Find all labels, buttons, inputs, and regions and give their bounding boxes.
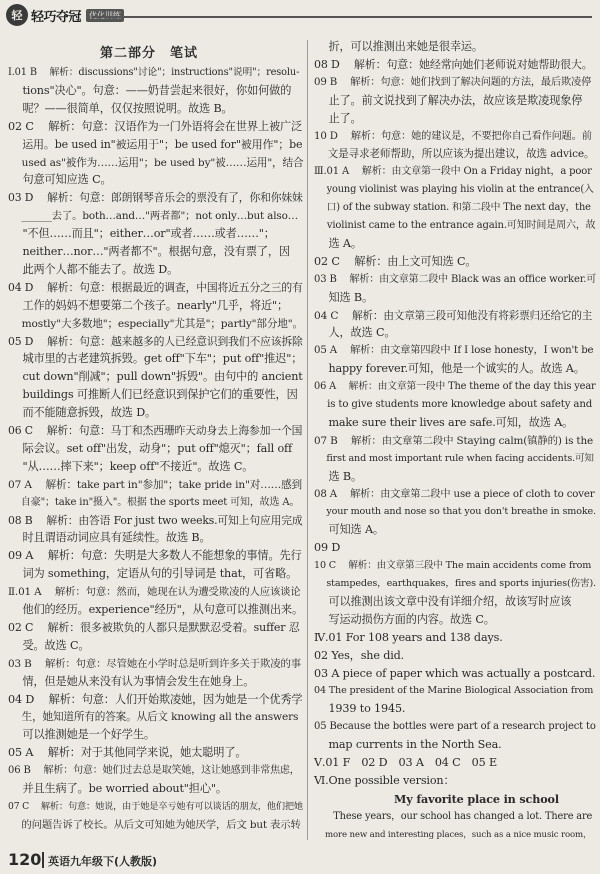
answer-line: 写运动损伤方面的内容。故选 C。 [314,612,495,626]
answer-line: 02 Yes，she did. [314,648,405,662]
book-title: 英语九年级下(人教版) [48,855,158,868]
logo-text: 轻巧夺冠 [31,9,82,25]
answer-line: mostly"大多数地"；especially"尤其是"；partly"部分地"。 [8,317,303,330]
page-number: 120 [8,850,42,869]
answer-line: 07 B 解析：由文章第二段中 Staying calm(镇静的) is the [314,434,593,447]
page-header [0,0,600,30]
answer-line: 04 D 解析：句意：根据最近的调查，中国将近五分之三的有 [8,280,303,294]
answer-line: young violinist was playing his violin at the entrance(入 [314,184,594,196]
answer-line: 生，她知道所有的答案。从后文 knowing all the answers [8,711,299,724]
answer-line: 情，但是她从来没有认为事情会发生在她身上。 [8,674,255,688]
section-title: 第二部分 笔试 [100,46,199,61]
answer-line: 城市里的古老建筑拆毁。get off"下车"；put off"推迟"； [8,352,303,366]
answer-line: first and most important rule when facing accidents.可知 [314,452,594,464]
answer-line: 句意可知应选 C。 [8,173,112,187]
header-rule [92,16,592,18]
answer-line: 07 C 解析：句意：她说，由于她是卒亏她有可以谈话的朋友，他们把她 [8,800,303,812]
logo-subtitle: 优化训练 [86,9,124,22]
answer-line: 运用。be used in"被运用于"；be used for"被用作"；be [8,137,303,151]
answer-line: 02 C 解析：句意：汉语作为一门外语将会在世界上被广泛 [8,119,303,133]
answer-line: is to give students more knowledge about safety and [314,399,593,410]
answer-line: 06 B 解析：句意：她们过去总是取笑她，这让她感到非常焦虑， [8,765,300,777]
answer-line: 的问题告诉了校长。从后文可知她为她厌学，后文 but 表示转 [8,818,301,831]
brand-logo [6,4,124,26]
answer-line: 05 A 解析：由文章第四段中 If I lose honesty，I won't be [314,345,594,357]
answer-line: 可以推测出该文章中没有详细介绍，故该写时应该 [314,594,572,608]
answer-line: "从……摔下来"；keep off"不接近"。故选 C。 [8,459,254,473]
answer-line: 09 B 解析：句意：她们找到了解决问题的方法，最后欺凌停 [314,76,592,88]
answer-line: 此两个人都不能去了。故选 D。 [8,262,179,276]
answer-line: happy forever.可知，他是一个诚实的人。故选 A。 [314,362,585,376]
answer-line: 词为 something，定语从句的引导词是 that，可省略。 [8,567,298,581]
answer-line: 呢？——很简单，仅仅按照说明。故选 B。 [8,101,233,115]
answer-line: 际会议。set off"出发，动身"；put off"熄灭"；fall off [8,441,293,455]
footer-separator [42,852,44,868]
answer-line: 03 A piece of paper which was actually a postcard. [314,666,596,680]
answer-line: 口) of the subway station. 和第二段中 The next day，the [314,202,591,214]
answer-line: 可以推测她是一个好学生。 [8,728,155,742]
answer-line: 他们的经历。experience"经历"，从句意可以推测出来。 [8,603,303,616]
answer-line: "不但……而且"；either…or"或者……或者……"； [8,227,275,241]
answer-line: 06 C 解析：句意：马丁和杰西珊昨天动身去上海参加一个国 [8,424,303,437]
answer-line: 折，可以推测出来她是很幸运。 [314,40,483,53]
answer-line: 04 The president of the Marine Biological Association from [314,685,594,697]
answer-line: violinist came to the entrance again.可知时间是周六，故 [314,220,596,231]
essay-title: My favorite place in school [394,791,559,806]
answer-line: 02 C 解析：由上文可知选 C。 [314,254,477,268]
answer-line: used as"被作为……运用"；be used by"被……运用"，结合 [8,156,304,169]
answer-line: your mouth and nose so that you don't breathe in smoke. [314,506,596,518]
answer-line: 选 A。 [314,236,362,250]
answer-line: cut down"削减"；pull down"拆毁"。由句中的 ancient [8,370,303,384]
answer-line: 知选 B。 [314,290,374,304]
answer-line: make sure their lives are safe.可知，故选 A。 [314,415,574,429]
answer-line: 04 C 解析：由文章第三段可知他没有将彩票归还给它的主 [314,309,593,322]
answer-line: 人，故选 C。 [314,326,396,340]
answer-line: Ⅲ.01 A 解析：由文章第一段中 On a Friday night，a poor [314,166,592,178]
answer-line: 05 D 解析：句意：越来越多的人已经意识到我们不应该拆除 [8,334,303,348]
answer-line: 10 C 解析：由文章第三段中 The main accidents come from [314,560,592,572]
answer-line: neither…nor…"两者都不"。根据句意，没有票了，因 [8,245,290,258]
answer-line: 05 Because the bottles were part of a research project to [314,721,596,733]
answer-line: 09 D [314,541,341,555]
logo-badge-icon: 轻 [6,4,28,26]
answer-line: Ⅵ.One possible version： [314,773,455,787]
answer-line: tions"决心"。句意：——奶昔尝起来很好，你如何做的 [8,83,292,97]
answer-line: 文是寻求老师帮助，所以应该为提出建议，故选 advice。 [314,148,595,161]
answer-line: 时且谓语动词应具有延续性。故选 B。 [8,531,211,545]
answer-line: 止了。 [314,111,362,125]
answer-line: Ⅰ.01 B 解析：discussions"讨论"；instructions"说明"；resolu- [8,67,300,78]
answer-line: Ⅴ.01 F 02 D 03 A 04 C 05 E [314,756,497,769]
answer-line: 并且生病了。be worried about"担心"。 [8,782,227,795]
page-footer [0,846,600,874]
answer-line: 08 A 解析：由文章第二段中 use a piece of cloth to cover [314,488,595,500]
answer-line: stampedes，earthquakes，fires and sports injuries(伤害). [314,578,596,589]
answer-line: 09 A 解析：句意：失明是大多数人不能想象的事情。先行 [8,549,302,563]
answer-line: 选 B。 [314,469,362,483]
answer-line: buildings 可推断人们已经意识到保护它们的重要性，因 [8,388,298,402]
answer-line: 工作的妈妈不想要第二个孩子。nearly"几乎，将近"； [8,298,289,312]
answer-line: 自豪"；take in"摄入"。根据 the sports meet 可知，故选 A。 [8,496,300,508]
answer-line: 10 D 解析：句意：她的建议是，不要把你自己看作问题。前 [314,130,592,142]
answer-line: 03 B 解析：由文章第二段中 Black was an office worker.可 [314,273,597,285]
answer-line: 止了。前文说找到了解决办法，故应该是欺凌现象停 [314,93,583,107]
answer-line: 06 A 解析：由文章第一段中 The theme of the day this year [314,381,596,393]
answer-line: 1939 to 1945. [314,702,406,716]
answer-line: 04 D 解析：句意：人们开始欺凌她，因为她是一个优秀学 [8,692,303,706]
answer-line: map currents in the North Sea. [314,738,502,752]
answer-line: 05 A 解析：对于其他同学来说，她太聪明了。 [8,746,247,760]
answer-line: 受。故选 C。 [8,638,90,652]
answer-line: 可知选 A。 [314,523,384,537]
answer-line: 03 B 解析：句意：尽管她在小学时总是听到许多关于欺凌的事 [8,657,301,670]
answer-line: 02 C 解析：很多被欺负的人都只是默默忍受着。suffer 忍 [8,620,300,634]
answer-line: 08 B 解析：由答语 For just two weeks.可知上句应用完成 [8,513,303,527]
answer-line: These years，our school has changed a lot. There are [314,810,593,822]
answer-line: 03 D 解析：句意：郎朗钢琴音乐会的票没有了，你和你妹妹 [8,191,303,205]
answer-line: 08 D 解析：句意：她经常向她们老师说对她帮助很大。 [314,57,593,71]
answer-line: ______去了。both…and…"两者都"；not only…but also… [8,210,298,223]
answer-line: 07 A 解析：take part in"参加"；take pride in"对……感到 [8,478,302,491]
answer-line: more new and interesting places，such as a nice music room， [314,829,592,840]
answer-line: Ⅱ.01 A 解析：句意：然而，她现在认为遭受欺凌的人应该谈论 [8,586,301,599]
answer-line: 而不能随意拆毁，故选 D。 [8,406,157,420]
answer-line: Ⅳ.01 For 108 years and 138 days. [314,630,503,644]
column-divider [307,40,308,840]
